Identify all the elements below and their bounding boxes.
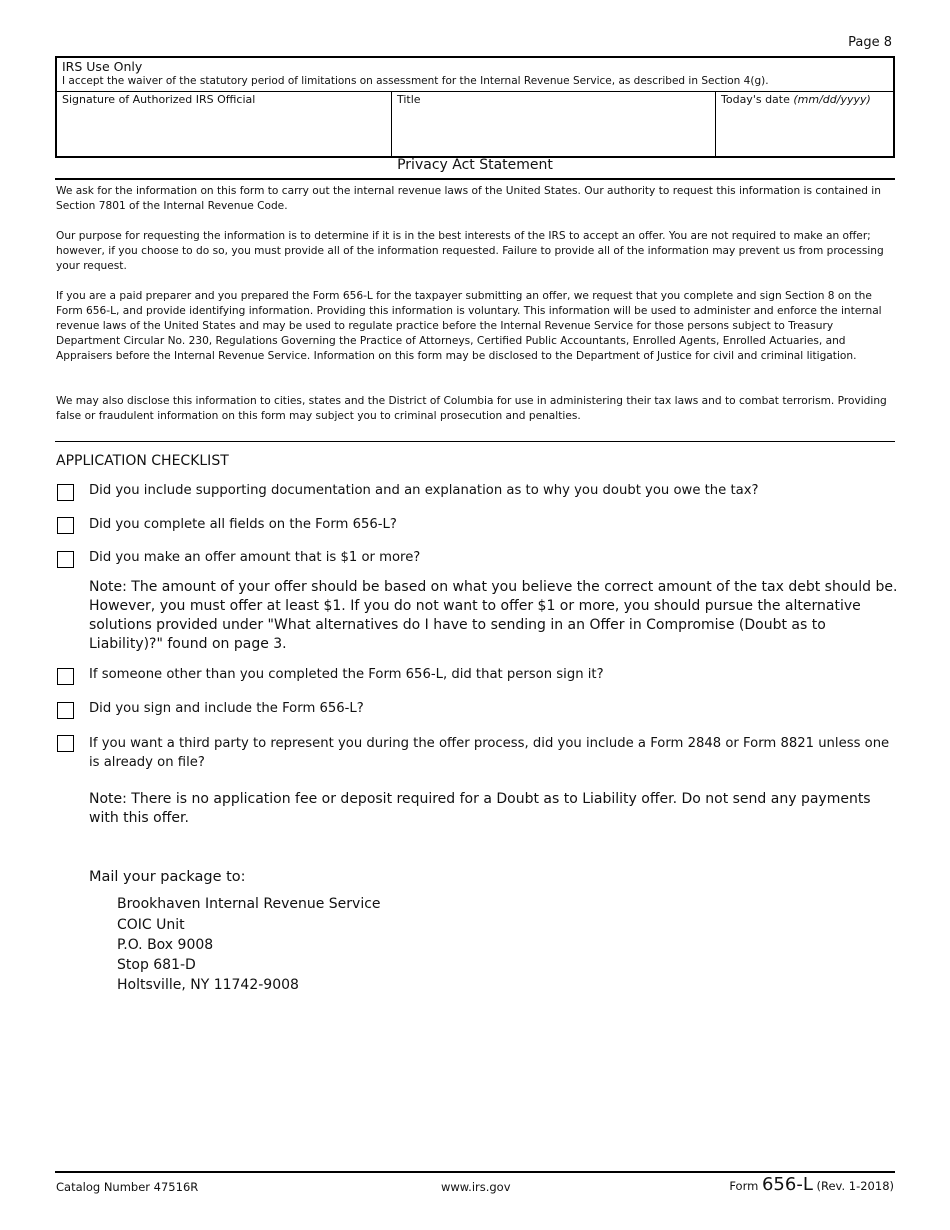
address-line: Brookhaven Internal Revenue Service [117,896,381,912]
address-line: COIC Unit [117,917,185,933]
checklist-item-label: If someone other than you completed the Form 656-L, did that person sign it? [89,667,604,682]
page-number: Page 8 [848,35,892,50]
privacy-paragraph-3: If you are a paid preparer and you prepared the Form 656-L for the taxpayer submitting an offer, we request that you complete and sign Section 8 on the Form 656-L, and provide identifying information. Providing this information is voluntary. This information will be used to administer and enforce the internal revenue laws of the United States and may be used to regulate practice before the Internal Revenue Service for those persons subject to Treasury Department Circular No. 230, Regulations Governing the Practice of Attorneys, Certified Public Accountants, Enrolled Agents, Enrolled Actuaries, and Appraisers before the Internal Revenue Service. Information on this form may be disclosed to the Department of Justice for civil and criminal litigation. [56,290,882,362]
date-format-hint: (mm/dd/yyyy) [793,93,871,106]
footer-divider [55,1171,895,1173]
form-revision: (Rev. 1-2018) [812,1179,894,1193]
application-checklist-title: APPLICATION CHECKLIST [56,453,229,469]
checklist-item-label: Did you sign and include the Form 656-L? [89,701,364,716]
form-identifier [729,1174,894,1195]
privacy-act-title: Privacy Act Statement [397,157,553,173]
signature-label: Signature of Authorized IRS Official [62,93,256,106]
offer-amount-note: Note: The amount of your offer should be based on what you believe the correct amount of the tax debt should be. However, you must offer at least $1. If you do not want to offer $1 or more, you should pursue the alternative solutions provided under "What alternatives do I have to sending in an Offer in Compromise (Doubt as to Liability)?" found on page 3. [89,579,898,652]
irs-official-signature-field[interactable] [57,92,392,157]
checkbox-complete-fields[interactable] [57,517,74,534]
irs-waiver-statement: I accept the waiver of the statutory period of limitations on assessment for the Internal Revenue Service, as described in Section 4(g). [62,75,769,87]
address-line: Stop 681-D [117,957,196,973]
checklist-divider [55,441,895,442]
catalog-number: Catalog Number 47516R [56,1180,199,1194]
privacy-divider [55,178,895,180]
form-prefix: Form [729,1179,762,1193]
privacy-paragraph-2: Our purpose for requesting the information is to determine if it is in the best interests of the IRS to accept an offer. You are not required to make an offer; however, if you choose to do so, you must provide all of the information requested. Failure to provide all of the information may prevent us from processing your request. [56,230,884,272]
address-line: P.O. Box 9008 [117,937,214,953]
irs-use-only-box [55,56,895,158]
date-label: Today's date [721,93,794,106]
form-number: 656-L [761,1174,813,1195]
irs-website: www.irs.gov [441,1180,511,1194]
checkbox-supporting-docs[interactable] [57,484,74,501]
checklist-item-label: Did you make an offer amount that is $1 or more? [89,550,421,565]
checklist-item-label: If you want a third party to represent you during the offer process, did you include a Form 2848 or Form 8821 unless one is already on file? [89,736,890,770]
irs-use-title: IRS Use Only [62,59,143,74]
checkbox-signed-form[interactable] [57,702,74,719]
privacy-paragraph-4: We may also disclose this information to cities, states and the District of Columbia for use in administering their tax laws and to combat terrorism. Providing false or fraudulent information on this form may subject you to criminal prosecution and penalties. [56,395,887,422]
checklist-item-label: Did you include supporting documentation and an explanation as to why you doubt you owe the tax? [89,483,759,498]
privacy-paragraph-1: We ask for the information on this form to carry out the internal revenue laws of the United States. Our authority to request this information is contained in Section 7801 of the Internal Revenue Code. [56,185,881,212]
irs-title-field[interactable] [392,92,716,157]
checkbox-offer-amount[interactable] [57,551,74,568]
application-fee-note: Note: There is no application fee or deposit required for a Doubt as to Liability offer. Do not send any payments with this offer. [89,791,871,826]
mail-package-label: Mail your package to: [89,869,246,885]
checklist-item-label: Did you complete all fields on the Form 656-L? [89,517,397,532]
checkbox-third-party-signed[interactable] [57,668,74,685]
irs-date-field[interactable] [716,92,893,157]
address-line: Holtsville, NY 11742-9008 [117,977,299,993]
irs-signature-row [57,91,893,157]
title-label: Title [397,93,421,106]
checkbox-third-party-representation[interactable] [57,735,74,752]
